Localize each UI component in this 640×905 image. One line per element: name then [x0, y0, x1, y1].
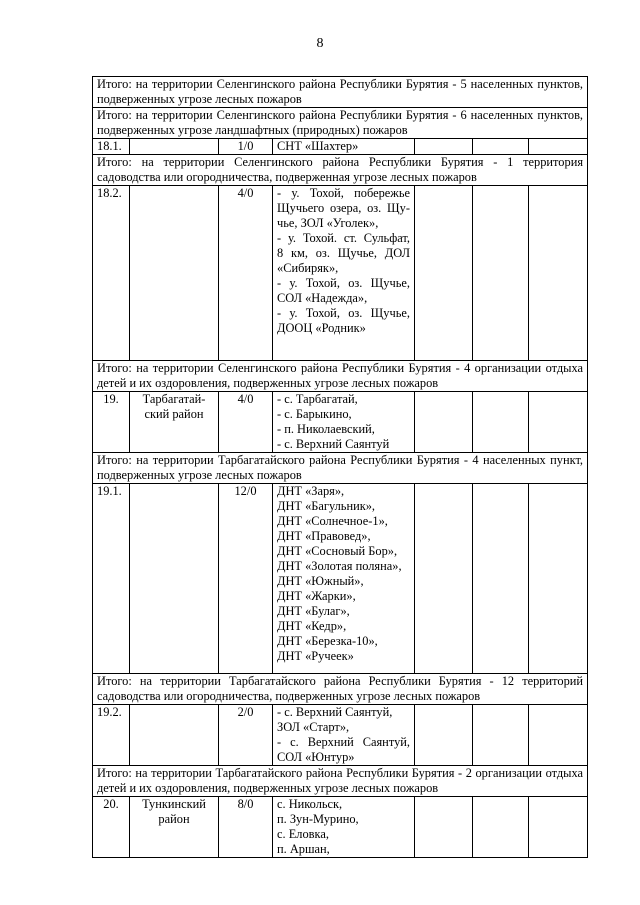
summary-row	[93, 361, 588, 392]
place-item: Щучьего озера, оз. Щу-	[277, 201, 410, 215]
empty-cell	[529, 186, 588, 361]
document-table	[92, 76, 588, 858]
summary-row	[93, 674, 588, 705]
empty-cell	[415, 139, 473, 155]
places-list	[273, 392, 415, 453]
page-number: 8	[316, 36, 324, 51]
summary-text: Итого: на территории Тарбагатайского района Республики Бурятия - 4 населенных пункт, подверженных угрозе лесных пожаров	[93, 453, 588, 484]
summary-text: Итого: на территории Селенгинского района Республики Бурятия - 4 организации отдыха детей и их оздоровления, подверженных угрозе лесных пожаров	[93, 361, 588, 392]
places-list	[273, 139, 415, 155]
place-item: ДНТ «Заря»,	[277, 484, 345, 498]
place-item: ДНТ «Сосновый Бор»,	[277, 544, 398, 558]
place-item: с. Еловка,	[277, 827, 329, 841]
empty-cell	[529, 392, 588, 453]
place-item: ЗОЛ «Старт»,	[277, 720, 350, 734]
places-list	[273, 186, 415, 361]
place-item: ДНТ «Золотая поляна»,	[277, 559, 402, 573]
empty-cell	[473, 797, 529, 858]
table-row	[93, 797, 588, 858]
place-item: ДНТ «Южный»,	[277, 574, 364, 588]
district-name: Тункинский район	[130, 797, 219, 858]
place-item: - с. Верхний Саянтуй,	[277, 735, 410, 749]
place-item: СОЛ «Надежда»,	[277, 291, 368, 305]
place-item: - с. Барыкино,	[277, 407, 352, 421]
place-item: - у. Тохой, оз. Щучье,	[277, 306, 410, 320]
table-row	[93, 705, 588, 766]
place-item: 8 км, оз. Щучье, ДОЛ	[277, 246, 410, 260]
row-number: 19.	[93, 392, 130, 453]
places-list	[273, 797, 415, 858]
summary-text: Итого: на территории Селенгинского района Республики Бурятия - 5 населенных пунктов, подверженных угрозе лесных пожаров	[93, 77, 588, 108]
empty-cell	[529, 797, 588, 858]
district-name	[130, 705, 219, 766]
place-item: СНТ «Шахтер»	[277, 139, 359, 153]
place-item: ДНТ «Солнечное-1»,	[277, 514, 388, 528]
place-item: с. Никольск,	[277, 797, 343, 811]
empty-cell	[473, 186, 529, 361]
place-item: СОЛ «Юнтур»	[277, 750, 355, 764]
empty-cell	[415, 186, 473, 361]
empty-cell	[415, 392, 473, 453]
place-item: ДНТ «Березка-10»,	[277, 634, 378, 648]
empty-cell	[473, 484, 529, 674]
object-count: 1/0	[219, 139, 273, 155]
empty-cell	[415, 484, 473, 674]
place-item: ДООЦ «Родник»	[277, 321, 366, 335]
places-list	[273, 705, 415, 766]
place-item: п. Зун-Мурино,	[277, 812, 359, 826]
empty-cell	[529, 139, 588, 155]
table-row	[93, 484, 588, 674]
row-number: 18.2.	[93, 186, 130, 361]
table-row	[93, 139, 588, 155]
summary-row	[93, 77, 588, 108]
summary-text: Итого: на территории Тарбагатайского района Республики Бурятия - 2 организации отдыха детей и их оздоровления, подверженных угрозе лесных пожаров	[93, 766, 588, 797]
district-name: Тарбагатай-ский район	[130, 392, 219, 453]
place-item: п. Аршан,	[277, 842, 330, 856]
row-number: 19.1.	[93, 484, 130, 674]
empty-cell	[473, 139, 529, 155]
place-item: ДНТ «Булаг»,	[277, 604, 350, 618]
places-list	[273, 484, 415, 674]
summary-text: Итого: на территории Селенгинского района Республики Бурятия - 1 территория садоводства или огородничества, подверженная угрозе лесных пожаров	[93, 155, 588, 186]
empty-cell	[529, 484, 588, 674]
summary-text: Итого: на территории Селенгинского района Республики Бурятия - 6 населенных пунктов, подверженных угрозе ландшафтных (природных) пожаров	[93, 108, 588, 139]
place-item: ДНТ «Жарки»,	[277, 589, 356, 603]
place-item: - у. Тохой. ст. Сульфат,	[277, 231, 410, 245]
place-item: ДНТ «Багульник»,	[277, 499, 376, 513]
row-number: 20.	[93, 797, 130, 858]
place-item: - с. Верхний Саянтуй	[277, 437, 390, 451]
place-item: ДНТ «Правовед»,	[277, 529, 371, 543]
empty-cell	[415, 705, 473, 766]
district-name	[130, 484, 219, 674]
place-item: - п. Николаевский,	[277, 422, 375, 436]
table-row	[93, 186, 588, 361]
summary-row	[93, 766, 588, 797]
district-name	[130, 186, 219, 361]
place-item: ДНТ «Кедр»,	[277, 619, 347, 633]
object-count: 2/0	[219, 705, 273, 766]
place-item: - с. Верхний Саянтуй,	[277, 705, 393, 719]
row-number: 19.2.	[93, 705, 130, 766]
summary-row	[93, 155, 588, 186]
place-item: «Сибиряк»,	[277, 261, 339, 275]
district-name	[130, 139, 219, 155]
row-number: 18.1.	[93, 139, 130, 155]
place-item: - у. Тохой, побережье	[277, 186, 410, 200]
object-count: 4/0	[219, 392, 273, 453]
table-row	[93, 392, 588, 453]
place-item: - с. Тарбагатай,	[277, 392, 358, 406]
empty-cell	[529, 705, 588, 766]
table-body	[93, 77, 588, 858]
place-item: чье, ЗОЛ «Уголек»,	[277, 216, 379, 230]
empty-cell	[473, 392, 529, 453]
object-count: 8/0	[219, 797, 273, 858]
empty-cell	[415, 797, 473, 858]
place-item: ДНТ «Ручеек»	[277, 649, 354, 663]
place-item: - у. Тохой, оз. Щучье,	[277, 276, 410, 290]
empty-cell	[473, 705, 529, 766]
summary-text: Итого: на территории Тарбагатайского района Республики Бурятия - 12 территорий садоводства или огородничества, подверженных угрозе лесных пожаров	[93, 674, 588, 705]
summary-row	[93, 453, 588, 484]
object-count: 4/0	[219, 186, 273, 361]
object-count: 12/0	[219, 484, 273, 674]
summary-row	[93, 108, 588, 139]
